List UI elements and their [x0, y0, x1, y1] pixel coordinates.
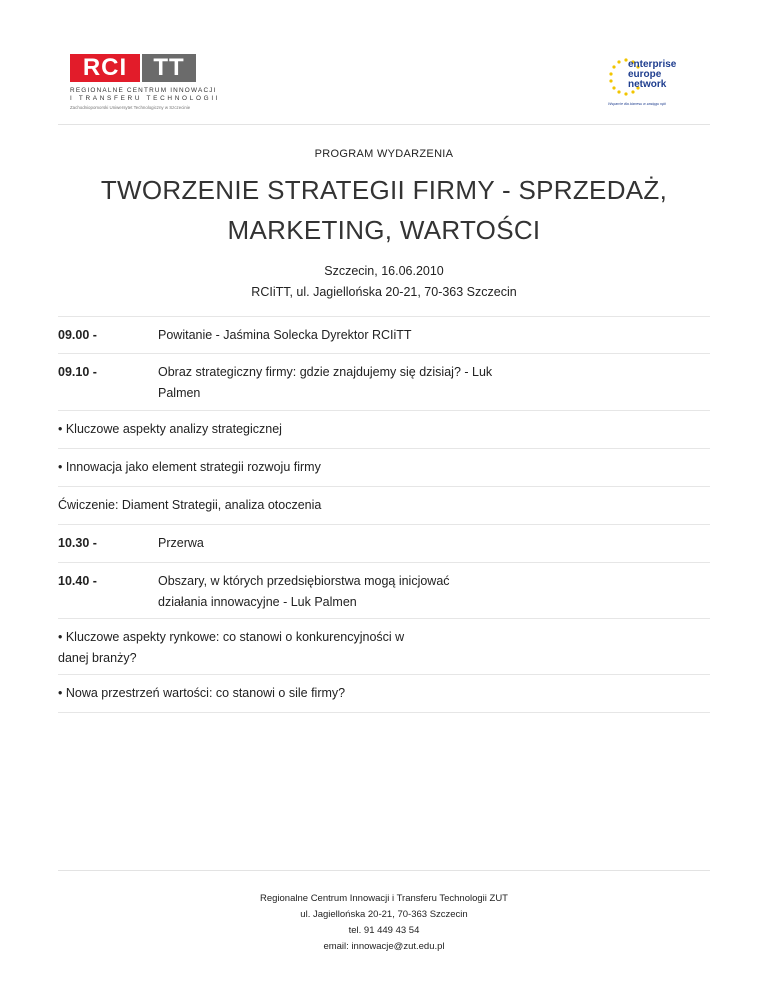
event-title: TWORZENIE STRATEGII FIRMY - SPRZEDAŻ, MARKETING, WARTOŚCI: [100, 175, 668, 245]
program-time: 10.30 -: [58, 536, 97, 550]
program-text: Obraz strategiczny firmy: gdzie znajdujemy się dzisiaj? - Luk Palmen: [158, 365, 493, 400]
event-address: RCIiTT, ul. Jagiellońska 20-21, 70-363 Szczecin: [251, 285, 517, 299]
page-header: [58, 44, 710, 125]
program-text: • Kluczowe aspekty rynkowe: co stanowi o konkurencyjności w danej branży?: [58, 630, 405, 665]
program-text: Obszary, w których przedsiębiorstwa mogą inicjować działania innowacyjne - Luk Palmen: [158, 574, 450, 609]
logo-rci-block: RCI: [70, 54, 140, 82]
logo-line-1: REGIONALNE CENTRUM INNOWACJI: [70, 87, 217, 94]
program-text: • Nowa przestrzeń wartości: co stanowi o sile firmy?: [58, 686, 346, 700]
footer-email: email: innowacje@zut.edu.pl: [323, 941, 445, 952]
event-kicker: PROGRAM WYDARZENIA: [314, 148, 454, 160]
program-row: [58, 448, 710, 487]
rciitt-logo: [70, 54, 250, 124]
program-row: [58, 562, 710, 619]
logo-line-3: Zachodniopomorski Uniwersytet Technologiczny w Szczecinie: [70, 105, 191, 110]
event-date-place: Szczecin, 16.06.2010: [324, 264, 444, 278]
program-text: • Innowacja jako element strategii rozwoju firmy: [58, 460, 321, 474]
program-text: Ćwiczenie: Diament Strategii, analiza otoczenia: [58, 498, 322, 512]
program-time: 09.10 -: [58, 365, 97, 379]
program-row: [58, 316, 710, 354]
logo-tt-block: TT: [142, 54, 196, 82]
program-row: [58, 524, 710, 563]
program-row: [58, 486, 710, 525]
footer-phone: tel. 91 449 43 54: [348, 925, 420, 936]
program-row: [58, 618, 710, 675]
logo-line-2: I TRANSFERU TECHNOLOGII: [70, 95, 221, 102]
een-line-3: network: [628, 79, 667, 90]
program-text: • Kluczowe aspekty analizy strategicznej: [58, 422, 282, 436]
een-tagline: Wsparcie dla biznesu w zasięgu ręki: [608, 102, 666, 106]
een-line-1: enterprise: [628, 59, 677, 70]
program-end-divider: [58, 712, 710, 713]
footer-org: Regionalne Centrum Innowacji i Transferu Technologii ZUT: [259, 893, 508, 904]
program-text: Przerwa: [158, 536, 204, 550]
program-time: 10.40 -: [58, 574, 97, 588]
enterprise-europe-network-logo: [606, 52, 688, 118]
program-row: [58, 674, 710, 713]
een-wordmark: [628, 60, 676, 90]
page-footer: [58, 870, 710, 955]
program-text: Powitanie - Jaśmina Solecka Dyrektor RCIiTT: [158, 328, 412, 342]
program-row: [58, 410, 710, 449]
footer-address: ul. Jagiellońska 20-21, 70-363 Szczecin: [300, 909, 468, 920]
program-row: [58, 353, 710, 411]
program-time: 09.00 -: [58, 328, 97, 342]
een-line-2: europe: [628, 69, 662, 80]
